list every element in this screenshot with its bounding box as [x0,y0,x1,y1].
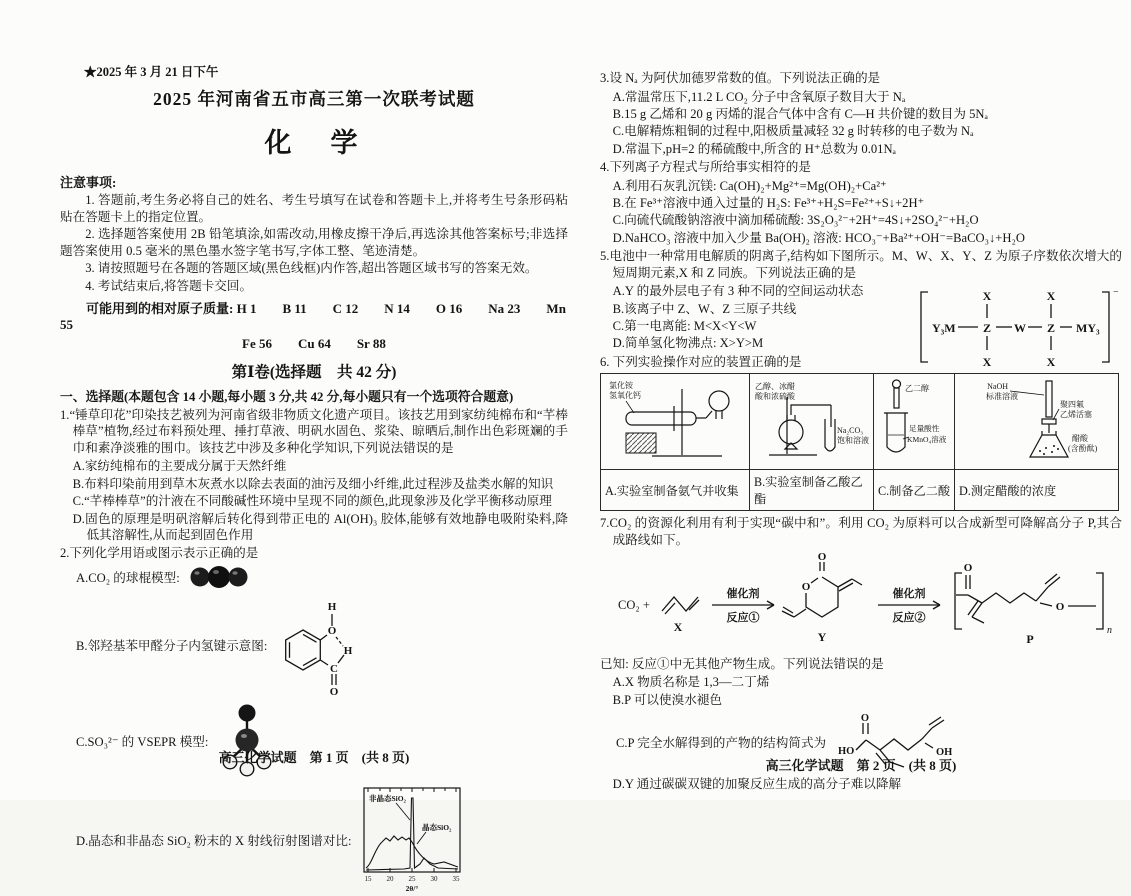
structure-z1: Z [982,321,992,336]
scheme-reaction-1: 反应① [726,611,760,624]
exam-date: ★2025 年 3 月 21 日下午 [84,65,219,79]
scheme-reaction-2: 反应② [892,611,926,624]
polymer-ester-oxygen: O [1055,600,1065,613]
xrd-crystalline-label: 晶态SiO₂ [421,822,451,832]
page-2-footer: 高三化学试题 第 2 页 (共 8 页) [765,758,957,773]
structure-x: X [982,289,992,304]
reagent-label: 乙二醇 [905,384,929,394]
notice-heading: 注意事项: [60,175,117,190]
xrd-tick: 20 [386,874,394,883]
structure-o-label: O [861,712,870,724]
polymer-carbonyl-oxygen: O [963,561,973,574]
xrd-tick: 35 [452,874,460,883]
co2-ball-stick-model [188,564,250,590]
xrd-tick: 15 [364,874,372,883]
exam-title: 2025 年河南省五市高三第一次联考试题 [153,89,475,109]
reagent-label: 乙醇、冰醋 [755,382,795,392]
vsepr-model [216,700,278,782]
question-2-option-d [60,784,568,896]
atomic-masses-line2: Fe 56 Cu 64 Sr 88 [242,335,386,351]
apparatus-b-diagram [751,375,868,463]
apparatus-table [600,373,1119,511]
apparatus-d-caption: D.测定醋酸的浓度 [955,470,1119,511]
lactone-carbonyl-oxygen: O [817,550,827,563]
question-7-option-b: B.P 可以使溴水褪色 [612,692,722,707]
question-1-option-d: D.固色的原理是明矾溶解后转化得到带正电的 Al(OH)₃ 胶体,能够有效地静电吸附染料,降低其溶解性,从而起到固色作用 [72,511,568,542]
question-4-stem: 4.下列离子方程式与所给事实相符的是 [600,160,811,175]
electrolyte-anion-structure [914,282,1122,370]
question-1-option-c: C.“芊棒棒草”的汁液在不同酸碱性环境中呈现不同的颜色,此现象涉及化学平衡移动原理 [72,494,552,509]
apparatus-d-cell [955,374,1119,470]
atom-label-h: H [344,644,353,657]
structure-z2: Z [1046,321,1056,336]
notice-item: 1. 答题前,考生务必将自己的姓名、考生号填写在试卷和答题卡上,并将考生号条形码粘贴在答题卡上的指定位置。 [60,193,568,224]
question-3-option-c: C.电解精炼粗铜的过程中,阳极质量减轻 32 g 时转移的电子数为 Nₐ [612,124,974,139]
structure-left-group: Y₃M [932,321,956,336]
xrd-tick: 25 [408,874,416,883]
question-5-option-a: A.Y 的最外层电子有 3 种不同的空间运动状态 [612,284,864,299]
notice-item: 3. 请按照题号在各题的答题区域(黑色线框)内作答,超出答题区域书写的答案无效。 [85,261,538,276]
page-2 [600,68,1122,791]
question-2-option-a [60,564,568,590]
synthesis-scheme [610,551,1122,654]
structure-charge: − [1113,287,1119,299]
scheme-reactant: CO₂ + [618,597,650,612]
question-1-option-b: B.布料印染前用到草木灰煮水以除去表面的油污及细小纤维,此过程涉及盐类水解的知识 [72,476,554,491]
scheme-catalyst-2: 催化剂 [892,587,926,600]
apparatus-a-cell [601,374,750,470]
structure-oh-label: OH [936,746,953,758]
scheme-catalyst-1: 催化剂 [726,587,760,600]
question-5-option-b: B.该离子中 Z、W、Z 三原子共线 [612,301,797,316]
question-4-option-b: B.在 Fe³⁺溶液中通入过量的 H₂S: Fe³⁺+H₂S=Fe²⁺+S↓+2H⁺ [612,196,925,211]
question-1-option-a: A.家纺纯棉布的主要成分属于天然纤维 [72,459,287,474]
question-2-option-c-label: C.SO₃²⁻ 的 VSEPR 模型: [76,735,209,750]
reagent-label: 足量酸性 [909,424,940,434]
xrd-tick: 30 [430,874,438,883]
scheme-p-label: P [1026,631,1034,646]
question-2-option-b [60,592,568,698]
question-2-option-d-label: D.晶态和非晶态 SiO₂ 粉末的 X 射线衍射图谱对比: [76,834,352,849]
structure-x: X [1046,289,1056,304]
question-7-option-a: A.X 物质名称是 1,3—二丁烯 [612,675,770,690]
notice-item: 4. 考试结束后,将答题卡交回。 [85,279,253,294]
apparatus-c-cell [874,374,955,470]
reagent-label: NaOH [987,382,1008,392]
question-4-option-d: D.NaHCO₃ 溶液中加入少量 Ba(OH)₂ 溶液: HCO₃⁻+Ba²⁺+OH⁻=BaCO₃↓+H₂O [612,230,1025,245]
question-3-option-a: A.常温常压下,11.2 L CO₂ 分子中含氧原子数目大于 Nₐ [612,89,906,104]
question-2-option-b-label: B.邻羟基苯甲醛分子内氢键示意图: [76,639,268,654]
atom-label-c: C [330,662,339,675]
reagent-label: 乙烯活塞 [1060,410,1092,420]
reagent-label: 标准溶液 [986,392,1018,402]
question-7-option-d: D.Y 通过碳碳双键的加聚反应生成的高分子难以降解 [612,776,902,791]
atom-label-o: O [330,685,339,698]
scheme-y-label: Y [817,629,827,644]
xrd-amorphous-label: 非晶态SiO₂ [368,793,406,803]
reagent-label: 聚四氟 [1060,400,1084,410]
structure-w: W [1014,321,1026,336]
page-1-footer: 高三化学试题 第 1 页 (共 8 页) [218,750,410,765]
apparatus-a-caption: A.实验室制备氨气并收集 [601,470,750,511]
reagent-label: KMnO₄溶液 [907,435,947,445]
scheme-x-label: X [673,619,683,634]
synthesis-scheme-diagram [610,551,1115,649]
apparatus-a-diagram [602,375,744,463]
reagent-label: 氯化铵 [609,381,633,391]
question-2-option-c [60,700,568,782]
multiple-choice-intro: 一、选择题(本题包含 14 小题,每小题 3 分,共 42 分,每小题只有一个选项符合题意) [60,389,514,404]
atom-label-h: H [328,600,337,613]
question-3-option-b: B.15 g 乙烯和 20 g 丙烯的混合气体中含有 C—H 共价键的数目为 5Nₐ [612,106,988,121]
question-7-known: 已知: 反应①中无其他产物生成。下列说法错误的是 [600,656,884,671]
subject-title: 化 学 [264,128,364,158]
notice-item: 2. 选择题答案使用 2B 铅笔填涂,如需改动,用橡皮擦干净后,再选涂其他答案标号;非选择题答案使用 0.5 毫米的黑色墨水签字笔书写,字体工整、笔迹清楚。 [60,227,568,258]
apparatus-d-diagram [956,375,1113,463]
question-3-stem: 3.设 Nₐ 为阿伏加德罗常数的值。下列说法正确的是 [600,71,881,85]
hydroxybenzaldehyde-structure [275,592,367,698]
reagent-label: 醋酸 [1072,434,1088,444]
page-1 [60,60,568,893]
reagent-label: Na₂CO₃ [837,426,864,436]
polymer-n-subscript: n [1107,624,1112,636]
question-3-option-d: D.常温下,pH=2 的稀硫酸中,所含的 H⁺总数为 0.01Nₐ [612,141,897,156]
atom-label-o: O [328,624,337,637]
reagent-label: 氢氧化钙 [609,391,641,401]
atomic-masses-line1: 可能用到的相对原子质量: H 1 B 11 C 12 N 14 O 16 Na 23 Mn 55 [60,300,566,332]
apparatus-b-caption: B.实验室制备乙酸乙酯 [750,470,874,511]
question-7-stem: 7.CO₂ 的资源化利用有利于实现“碳中和”。利用 CO₂ 为原料可以合成新型可降解高分子 P,其合成路线如下。 [600,516,1122,547]
apparatus-c-diagram [875,375,949,463]
question-5-stem: 5.电池中一种常用电解质的阴离子,结构如下图所示。M、W、X、Y、Z 为原子序数依次增大的短周期元素,X 和 Z 同族。下列说法正确的是 [600,249,1122,280]
section-title: 第Ⅰ卷(选择题 共 42 分) [231,363,397,381]
structure-ho-label: HO [838,745,855,757]
apparatus-c-caption: C.制备乙二酸 [874,470,955,511]
apparatus-b-cell [750,374,874,470]
question-7-option-c-label: C.P 完全水解得到的产物的结构简式为 [616,736,827,751]
lactone-ring-oxygen: O [801,580,811,593]
reagent-label: 饱和溶液 [837,436,869,446]
question-4-option-a: A.利用石灰乳沉镁: Ca(OH)₂+Mg²⁺=Mg(OH)₂+Ca²⁺ [612,178,887,193]
question-2-option-a-label: A.CO₂ 的球棍模型: [76,571,180,586]
xrd-chart [360,784,466,896]
xrd-xaxis-label: 2θ/° [405,883,418,893]
question-5-option-c: C.第一电离能: M<X<Y<W [612,319,757,334]
structure-x: X [982,355,992,370]
question-4-option-c: C.向硫代硫酸钠溶液中滴加稀硫酸: 3S₂O₃²⁻+2H⁺=4S↓+2SO₄²⁻+H₂O [612,213,979,228]
reagent-label: 酸和浓硫酸 [755,392,795,402]
structure-x: X [1046,355,1056,370]
question-1-stem: 1.“锤草印花”印染技艺被列为河南省级非物质文化遗产项目。该技艺用到家纺纯棉布和“芊棒棒草”植物,经过布料预处理、捶打草液、明矾水固色、浆染、晾晒后,制作出色彩斑斓的手巾和素净淡雅的围巾。该技艺中涉及多种化学知识,下列说法错误的是 [60,407,568,455]
question-5-option-d: D.简单氢化物沸点: X>Y>M [612,336,764,351]
question-2-stem: 2.下列化学用语或图示表示正确的是 [60,546,259,561]
question-6-stem: 6. 下列实验操作对应的装置正确的是 [600,354,802,369]
reagent-label: (含酚酞) [1068,444,1098,454]
structure-right-group: MY₃ [1076,321,1100,336]
